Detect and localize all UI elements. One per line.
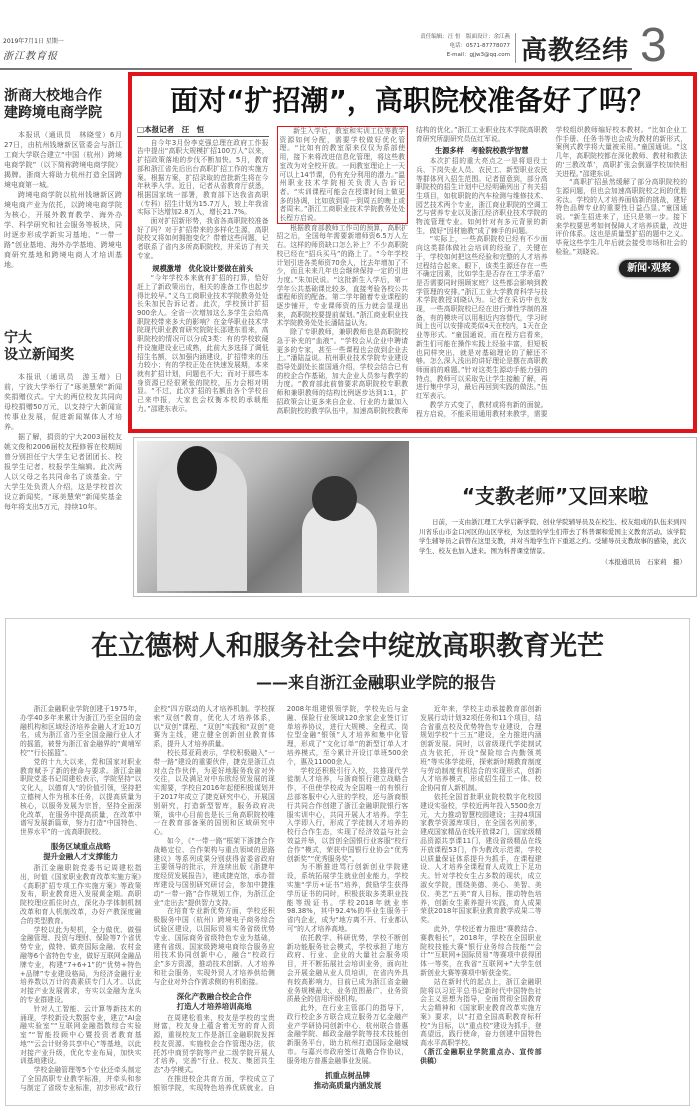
paragraph: 党的十九大以来，党和国家对职业教育赋予了新的使命与要求。浙江金融职院党委书记周建松表示，学院坚持“以文化人，以德育人”的价值引领，坚持把立德树人作为根本任务，以提高质量为核心，以服务发展为宗旨，坚持全面深化改革，在服务中提高质量，在改革中谱写发展新篇章，努力打造“中国特色、世界水平”的一流高职院校。 <box>20 757 142 837</box>
subheading: 深化产教融合校企合作 打造人才培养培训高地 <box>176 991 252 1011</box>
highlighted-paragraph: 新生入学后，教室和实训工位等教学资源如何分配，需要学校做好优化管理。“比如有的教室原来仅仅为系部使用，接下来将改进信息化管理，将这些教室改为对全校开放。一间教室理论上一天可以上14节课，仍有充分利用的潜力。”温州职业技术学院相关负责人告诉记者。“实训课程可能会在授课时间上做更多的协调，比如放到周一到周五的晚上或者周末。”浙江工商职业技术学院教务处处长程方启说。 <box>277 126 409 224</box>
paragraph: 面对扩招新形势，我省各高职院校准备好了吗？对于扩招带来的多样化生源，高职院校又将如何拥抱变化？带着这些问题，记者联系了省内多所高职院校，并采访了有关专家。 <box>137 217 269 260</box>
paragraph: “今年学校本来就有扩招的打算，恰好赶上了新政策出台，相关的准备工作也起步得比较早。”义乌工商职业技术学院教务处处长朱加民告诉记者。此次，学校预计扩招900余人。全省一次增加这么多学生会给高职院校带来多大的影响？在金华职业技术学院现代职业教育研究院院长邵建东看来，高职院校的情况可以分成3类：有的学校软硬件设施建设业已成熟，此前大多选择了调低招生名额，以加强内涵建设，扩招带来的压力较小；有的学校正处在快速发展期，本来就有扩招计划，问题也不大；而对于那些本身资源已经很紧张的院校，压力会相对明显。“不过，此次扩招的名额由各个学校自己来申报，大家也会权衡本校的承载能力。”邵建东表示。 <box>137 274 269 413</box>
report-article <box>5 618 690 1106</box>
paragraph: 跨境电商学院以杭州钱塘新区跨境电商产业为依托，以跨境电商学院为核心，开展外教育教学、海外办学、科学研究和社会服务等板块，同时逐步形成学新实习基地、“一带一路”创业基地、海外办学基地、跨境电商研究基地和跨境电商人才培训基地。 <box>4 191 122 269</box>
paragraph: 此外，学校还着力推进“赛教结合、赛教相长”，2018年，学校在全国职业院校技能大赛“银行业务综合技能”“会计”“互联网+国际贸易”等赛项中获得团体一等奖，在我省“互联网+”大学生创新创业大赛等赛项中斩获金奖。 <box>420 924 542 977</box>
paragraph: 站在新时代的起点上，浙江金融职院将以习近平总书记新时代中国特色社会主义思想为指导，全面贯彻全国教育大会精神和《国家职业教育改革实施方案》要求，以“打造全国高职教育标杆校”为目标，以“重点校”建设为抓手，登高望远，践行使命，奋力创建中国特色高水平高职学校。 <box>420 977 542 1048</box>
subheading: 生源多样 考验院校教学智慧 <box>435 146 529 156</box>
paragraph: 据了解，捐资的宁大2003届校友姚文俊和2006届校友程修蓉在校期间曾分别担任宁大学生记者团团长、校报学生记者、校报学生编辑。此次两人以父母之名共同命名了该基金。宁大学生处负责人介绍，这是学校首次设立新闻奖，“琢美慧荣”新闻奖基金每年将支出5万元，持续10年。 <box>4 433 122 511</box>
feature-article <box>128 72 697 433</box>
paragraph: 学校金融管理等5个专业还牵头制定了全国高职专业教学标准，并牵头和参与制定了省级专业标准，初步形成“政行企校”四方联动的人才培养机制。学校探索“双创”教育，优化人才培养体系，以“双创”课程、“双创”实践和“双创”竞赛为主线，建立健全创新创业教育体系，提升人才培养质量。 <box>20 705 275 1092</box>
paragraph: 学校还积极引行入校，共推现代学徒制人才培养，与浙商银行建立战略合作，不但使学校成为全国唯一的有银行总部客服中心入驻的学校，还与浙商银行共同合作创建了浙江金融职院银行客服实训中心，共同开展人才培养。学生入学即入行，形成了学徒制人才培养的校行合作生态，实现了经济效益与社会效益并举，以首创全国银行业客服“校行合作”模式，荣获中国银行业协会“优秀创新奖”“优秀服务奖”。 <box>286 766 409 863</box>
section-title: 高教经纬 <box>521 36 630 66</box>
paragraph: 根据教育部教师工作司的预算，高职扩招之后，全国每年需要新增师资6.5万人左右。这样的师资缺口怎么补上？不少高职院校已经在“招兵买马”的路上了。“今年学校计划引进各类师资70余人，比去年增加了不少，而且未来几年也会继续保持一定的引进力度。”朱加民说。“这批新生入学后，第一学年公共基础课比较多，直接考验各校公共课程师资的配备。第二学年随着专业课程的逐步铺开，专业课师资的压力就会显现出来，高职院校要提前谋划。”浙江商业职业技术学院教务处处长潘陆益认为。 <box>276 223 408 328</box>
paragraph: 本次扩招的重大亮点之一是将退役士兵、下岗失业人员、农民工、新型职业农民等群体列入招生范围。记者留意到，部分高职院校的招生计划中已经明确列出了有关招生项目，如杭职院的汽车检测与维修技术、园艺技术两个专业，浙江商业职院的空调工艺与营养专业以及浙江经济职业技术学院的物流管理专业。如何针对有多元背景的新生，做好“因材施教”成了棘手的问题。 <box>416 157 548 235</box>
student-head <box>312 476 357 521</box>
report-headline: 在立德树人和服务社会中绽放高职教育光芒 <box>91 631 604 662</box>
paragraph: 在培育专业新优势方面，学校还积极服务中国（杭州）跨境电子商务综合试验区建设，以国际贸易实务省级优势专业、国际商务省级特色专业为基础，建有省级、国家级跨境电商综合服务应用技术协同创新中心，融合“校政行企”多方资源，推动技术创新、人才培养和社会服务，实现外贸人才培养供给侧与企业对外合作需求侧的有机衔接。 <box>153 907 275 986</box>
paragraph: 在周建松看来，校友是学校的宝贵财富，校友身上蕴含着无穷的育人资源，重视校友工作是浙江金融职院发挥校友资源、实施校企合作管理办法，依托苏中商贸学院等产业二级学院开展人才培养，完善“行业、校友、集团共生态”办学模式。 <box>153 1013 275 1075</box>
paragraph: 自今年3月份李克强总理在政府工作报告中提出“高职大规模扩招100万人”以来，扩招政策落地的步伐不断加快。5月，教育部和浙江省先后出台高职扩招工作的实施方案。根据方案，扩招录取的首批新生将在今年秋季入学。近日，记者从省教育厅获悉，根据国家统一部署，教育部下达我省高职（专科）招生计划为15.7万人，较上年我省实际下达增加2.8万人，增长21.7%。 <box>137 138 269 217</box>
paragraph: 此外，在行业主管部门的指导下，政行校企多方联合成立服务万亿金融产业产学研协同创新中心、杭州联合普惠金融学院、邮政金融学院等技术技能创新服务平台，助力杭州打造国际金融城市。与嘉兴市政府签订战略合作协议，服务地方普惠金融事业发展。 <box>286 1004 409 1065</box>
headline-line: 建跨境电商学院 <box>4 105 102 121</box>
paragraph: 本报讯（通讯员 林晓莹）6月27日，由杭州钱塘新区管委会与浙江工商大学联合建立“中国（杭州）跨境电商学院”（以下简称跨境电商学院）揭牌。浙商大将助力杭州打造全国跨境电商第一城。 <box>4 131 122 189</box>
brief-headline <box>4 88 122 122</box>
photo-caption <box>419 518 686 568</box>
brief-story-nbu <box>4 330 122 512</box>
paragraph: 针对人工智能、云计算等新技术的涌现，学校新设大数据专业，建立“AI金融实验室”“互联网金融指数综合实验室”“智能投顾中心暨投资者教育基地”“云会计财务共享中心”等基地，以此对接产业升级，优化专业布局，加快实训基地建设。 <box>20 1004 142 1066</box>
subheading: 抓重点树品牌 推动高质量内涵发展 <box>313 1070 382 1090</box>
headline-line: 宁大 <box>4 330 32 346</box>
feature-headline: 面对“扩招潮”，高职院校准备好了吗？ <box>170 84 655 117</box>
paragraph: 校长郑亚莉表示，学校积极融入“一带一路”建设的重要伙伴，捷克是浙江点对点合作伙伴，为更好地服务我省对外交往，以及满足对中东欧经贸发展的现实需要，学校自2016年起便积极谋划并于2017年成立了捷克研究中心，开展国别研究，打造新型智库，服务政府决策，该中心目前也是长三角高职院校唯一在教育部备案的国别和区域研究中心。 <box>153 748 275 837</box>
left-news-column <box>4 80 122 512</box>
classroom-photo <box>137 441 409 593</box>
paragraph: 除了专职教师，兼职教师也是高职院校急于补充的“血液”。“学校会从企业中聘请更多的专家，甚至一些课程也会放到企业去上。”潘陆益说。杭州职业技术学院专业建设指导处副处长崔国通介绍，学校会结合已有的校企合作基础，加大企业人员参与教学的力度。“教育部此前曾要求高职院校专职教师和兼职教师的结构比例逐步达到1:1，扩招政策会让更多来自企业、行业的力量加入高职院校的教学队伍中，加速高职院校教师结构的优化。”浙江工业职业技术学院高职教育研究所副研究员伍红军说。 <box>276 126 548 415</box>
subheading: 规模激增 优化设计要做在前头 <box>152 263 254 273</box>
headline-line: 设立新闻奖 <box>4 347 74 363</box>
paragraph: 浙江金融职院党委书记周建松指出，时值《国家职业教育改革实施方案》《高职扩招专项工作实施方案》等政策发布，职业教育进入发展黄金期。高职院校理应抓住时点，深化办学体制机制改革和育人机制改革，办好产教深度融合的类型教育。 <box>20 863 142 925</box>
editor-phone: 电话：0571-87778077 <box>449 43 510 49</box>
brief-story-zjgsu <box>4 88 122 270</box>
paragraph: 近年来，学校主动承接教育部创新发展行动计划32项任务和11个项目，结合省重点校及优势特色专业建设，合理规划学校“十三五”建设，全力推进内涵创新发展。同时，以省级现代学徒制试点为依托，开设“保险综合内勤领英班”等实体学徒班，探索新时期教育制度与劳动制度有机结合的实现形式，创新人才培养模式，形成招生招工一体、校企协同育人新机制。 <box>420 705 542 793</box>
feature-body <box>137 126 687 426</box>
headline-line: 浙商大校地合作 <box>4 88 102 104</box>
report-subtitle: ——来自浙江金融职业学院的报告 <box>256 673 497 692</box>
paragraph: 学校以此为契机，全力做优、做强金融管理、投资与理财、保险等7个省优势专业，做特、做亮国际金融、农村金融等6个省特色专业，做好互联网金融品牌专业，构建“7+6+1”的“优势+特色+品牌”专业建设格局，为经济金融行业培养数以万计的高素质专门人才。以此对接产业发展需求，夯实以金融为龙头的专业群建设。 <box>20 925 142 1004</box>
paragraph: 在推进校企共育方面，学校成立了银领学院，实现特色培养优质就业。自2008年组建银领学院，学校先后与金融、保险行业领域120余家企业签订订单培养协议，进行大规模、全程式、岗位型金融“银领”人才培养和集中化管理，形成了“文化订单”的新型订单人才培养模式，至今累计开设订单班500余个，惠及11000余人。 <box>153 705 409 1092</box>
photo-credit: （本报通讯员 石家莉 摄） <box>601 558 686 566</box>
photo-headline: “支教老师”又回来啦 <box>461 484 649 508</box>
paragraph: 为不断推进骂行创新创业学院建设，系统拓展学生就业创业能力，学校实施“学历+证书”培养，鼓励学生获得学历证书的同时，积极获取多类职业技能等级证书。学校2018年就业率98.38%，其中92.4%的毕业生服务于省内企业，成为“地方离不开、行业都认可”的人才培养高地。 <box>286 863 409 933</box>
photo-story <box>133 437 697 597</box>
newspaper-logo: 浙江教育报 <box>3 51 58 62</box>
editor-info <box>395 33 510 60</box>
paragraph: “高职扩招虽然缓解了部分高职院校的生源问题，但也会加速高职院校之间的优胜劣汰。学校的人才培养面临新的挑战，建好特色品牌专业的重要性日益凸显。”童国通说。“新生招进来了，还只是第一步。接下来学校要思考如何保障人才培养质量，改进评价体系。这也是质量型扩招的题中之义。毕竟这些学生几年后就会接受市场和社会的检验。”刘晓说。 <box>555 178 687 256</box>
news-observation-badge: 新闻·观察 <box>619 260 679 277</box>
paragraph: 本报讯（通讯员 游玉增）日前，宁波大学举行了“琢美慧荣”新闻奖捐赠仪式。宁大的两位校友共同向母校捐赠50万元，以支持宁大新闻宣传事业发展，促进新闻媒体人才培养。 <box>4 373 122 431</box>
paragraph: 浙江金融职业学院创建于1975年，办学40多年来累计为浙江乃至全国的金融机构和区域经济培养金融人才近10万名，成为浙江省乃至全国金融行业人才的摇篮，被誉为浙江省金融界的“黄埔军校”“行长摇篮”。 <box>20 705 142 757</box>
paragraph: 依托全国首批职业院校数字化校园建设实验校，学校近两年投入5500余万元，大力推动智慧校园建设；主持4项国家教学资源库项目，在全国名列前茅，建成国家精品在线开放课2门，国家级精品资源共享课11门，建设省级精品在线开放课程53门，作为教改示范课，学校以质量保证体系提升为抓手，在课程建设、人才培养全课程育人成效上下足功夫。针对学校女生占多数的现状，成立淑女学院，围绕美德、美心、美智、美仪、美艺“五美”育人目标，推动特色培养，创新女生素养提升实践，育人成果荣获2018年国家职业教育教学成果二等奖。 <box>420 792 542 925</box>
header-rule <box>0 68 632 70</box>
teacher-head <box>177 446 217 491</box>
paragraph: 依托教学、科研优势，学校不断创新功能服务社会模式，学校承担了地方政府、行业、企业的大量社会服务项目，并不断拓展社会培训业务，面向社会开展金融从业人员培训，在省内外具有较高影响力，目前已成为浙江省金融业务规模最大、业务范围最广、业务资质最全的信用评级机构。 <box>286 933 409 1004</box>
brief-headline <box>4 330 122 364</box>
issue-date: 2019年7月1日 星期一 <box>3 38 64 45</box>
paragraph: 教学方式变了，教材或将有新的面貌。程方启说，不能采用通用教材来教学，需要学校组织教师编好校本教材。“比如企业工作手册、任务书等也会成为教材的新形式，案例式教学将大量被采用。”童国通说。“这几年，高职院校都在深化教师、教材和教法的‘三教改革’，高职扩张会倒逼学校加快相关进程。”邵建东说。 <box>416 126 687 418</box>
subheading: 服务区域重点战略 提升金融人才支撑能力 <box>43 841 119 861</box>
report-body <box>20 705 675 1099</box>
editor-names: 责任编辑：汪 恒 版面设计：余江燕 <box>420 34 510 40</box>
editor-email: E-mail：gjjw3@qq.com <box>446 52 510 58</box>
caption-text: 日前，一支由浙江理工大学启新学院、创业学院辅导员及在校生、校友组成的队伍来到四川省乐山市金口河区的山区学校，为这里的学生们带去了科普课和爱国主义教育活动。该学院学生辅导员之前曾在这里支教，并对当地学生许下重返之约。受辅导员支教故事的感染，此次学生、校友也加入进来。图为科普课堂情景。 <box>419 518 686 555</box>
paragraph: “实际上，一些高职院校已经有不少面向这类群体做社会培训的经验了，关键在于，学校如何把这些经验和完整的人才培养过程结合起来。眼下，该类生源还存在一些不确定因素，比如学生是否存在工学矛盾？是否需要同时照顾家庭？这些都会影响到教学管理的安排。”浙江工业大学教育科学与技术学院教授刘晓认为。记者在采访中也发现，一些高职院校已经在进行弹性学制的准备，有的模块可以用相近内容替代，学习时间上也可以安排成类似4天在校内，1天在企业等形式。“童国通说，而在程方启看来，新生们可能在操作实践上经验丰富，但短板也同样突出，就是对基础理论的了解还不够。怎么深入浅出的讲好理论是摆在高职教师面前的难题。”针对这类生源动手能力强的特点，教师可以采取先让学生接触了解，再进行集中学习，最后再回到实践的做法。”伍红军表示。 <box>416 235 548 401</box>
byline: □本报记者 汪 恒 <box>137 126 269 137</box>
page-number: 3 <box>640 19 667 72</box>
paragraph: 如今，《“一带一路”框架下浙捷合作战略定位、合作架构与重点领域的思路建议》等系列成果分别获得省委省政府主要领导的批示，并连续出版《浙捷年度经贸发展报告》，建成捷克馆，承办智库建设与国别研究研讨会，参加中捷推动“一带一路”合作规划工作，为浙江企业“走出去”提供智力支持。 <box>153 836 275 907</box>
header-divider <box>515 33 516 63</box>
report-credit: （浙江金融职业学院重点办、宣传部 供稿） <box>420 1048 549 1065</box>
